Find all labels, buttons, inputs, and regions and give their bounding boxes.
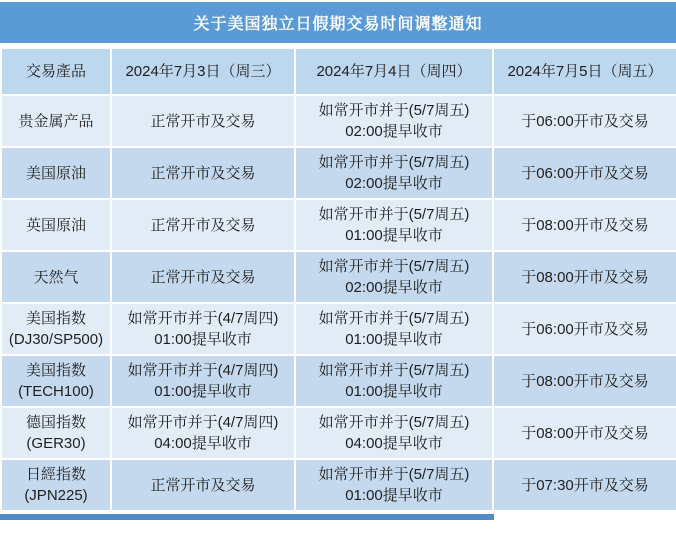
cell-line: (JPN225)	[24, 487, 88, 504]
cell-line: 02:00提早收市	[345, 279, 443, 296]
cell-line: 如常开市并于(5/7周五)	[318, 362, 470, 379]
column-header-product: 交易產品	[1, 48, 111, 95]
cell-line: 于08:00开市及交易	[521, 424, 649, 442]
cell-thursday	[295, 459, 493, 511]
cell-line: 如常开市并于(5/7周五)	[318, 258, 470, 275]
cell-thursday	[295, 355, 493, 407]
cell-line: 于07:30开市及交易	[521, 476, 649, 494]
cell-line: 日經指数	[25, 466, 86, 483]
table-row	[1, 407, 676, 459]
trading-hours-table	[0, 47, 676, 512]
cell-thursday	[295, 147, 493, 199]
cell-product	[1, 303, 111, 355]
cell-line: 如常开市并于(5/7周五)	[318, 414, 470, 431]
cell-line: 正常开市及交易	[150, 268, 256, 286]
notice-title: 关于美国独立日假期交易时间调整通知	[193, 16, 483, 33]
cell-friday	[493, 303, 676, 355]
cell-line: 如常开市并于(5/7周五)	[318, 466, 470, 483]
cell-line: 如常开市并于(5/7周五)	[318, 206, 470, 223]
cell-line: 美国指数	[25, 362, 86, 379]
table-row	[1, 147, 676, 199]
cell-line: 贵金属产品	[18, 112, 94, 130]
cell-friday	[493, 251, 676, 303]
cell-line: 于08:00开市及交易	[521, 372, 649, 390]
cell-product	[1, 95, 111, 147]
cell-thursday	[295, 95, 493, 147]
notice-title-bar	[0, 2, 676, 43]
cell-thursday	[295, 251, 493, 303]
table-row	[1, 251, 676, 303]
cell-line: (GER30)	[26, 435, 86, 452]
cell-line: 英国原油	[25, 216, 86, 234]
cell-line: (TECH100)	[18, 383, 94, 400]
column-header-july5: 2024年7月5日（周五）	[493, 48, 676, 95]
cell-line: 如常开市并于(5/7周五)	[318, 102, 470, 119]
cell-wednesday	[111, 147, 295, 199]
bottom-accent-bar	[0, 514, 494, 520]
cell-line: 如常开市并于(5/7周五)	[318, 154, 470, 171]
cell-line: 04:00提早收市	[345, 435, 443, 452]
cell-line: 01:00提早收市	[154, 331, 252, 348]
table-row	[1, 95, 676, 147]
cell-line: 如常开市并于(4/7周四)	[127, 362, 279, 379]
cell-product	[1, 251, 111, 303]
table-row	[1, 459, 676, 511]
cell-line: 正常开市及交易	[150, 112, 256, 130]
cell-friday	[493, 459, 676, 511]
cell-wednesday	[111, 407, 295, 459]
cell-line: 01:00提早收市	[154, 383, 252, 400]
cell-wednesday	[111, 459, 295, 511]
cell-product	[1, 459, 111, 511]
table-header-row	[1, 48, 676, 95]
cell-wednesday	[111, 199, 295, 251]
cell-line: 德国指数	[25, 414, 86, 431]
cell-product	[1, 147, 111, 199]
cell-line: 于06:00开市及交易	[521, 112, 649, 130]
cell-line: 02:00提早收市	[345, 175, 443, 192]
cell-line: (DJ30/SP500)	[8, 331, 104, 348]
cell-friday	[493, 355, 676, 407]
cell-line: 如常开市并于(4/7周四)	[127, 310, 279, 327]
column-header-july4: 2024年7月4日（周四）	[295, 48, 493, 95]
cell-line: 01:00提早收市	[345, 383, 443, 400]
cell-friday	[493, 95, 676, 147]
cell-product	[1, 407, 111, 459]
cell-line: 于08:00开市及交易	[521, 216, 649, 234]
cell-line: 美国指数	[25, 310, 86, 327]
cell-line: 于06:00开市及交易	[521, 320, 649, 338]
cell-line: 正常开市及交易	[150, 164, 256, 182]
table-row	[1, 199, 676, 251]
cell-line: 正常开市及交易	[150, 216, 256, 234]
cell-product	[1, 355, 111, 407]
cell-line: 01:00提早收市	[345, 487, 443, 504]
cell-line: 01:00提早收市	[345, 227, 443, 244]
cell-line: 于08:00开市及交易	[521, 268, 649, 286]
cell-friday	[493, 147, 676, 199]
cell-thursday	[295, 407, 493, 459]
cell-friday	[493, 199, 676, 251]
cell-line: 02:00提早收市	[345, 123, 443, 140]
cell-wednesday	[111, 355, 295, 407]
cell-product	[1, 199, 111, 251]
cell-thursday	[295, 199, 493, 251]
cell-line: 04:00提早收市	[154, 435, 252, 452]
column-header-july3: 2024年7月3日（周三）	[111, 48, 295, 95]
cell-wednesday	[111, 95, 295, 147]
cell-line: 于06:00开市及交易	[521, 164, 649, 182]
cell-thursday	[295, 303, 493, 355]
cell-line: 如常开市并于(5/7周五)	[318, 310, 470, 327]
table-row	[1, 303, 676, 355]
cell-wednesday	[111, 303, 295, 355]
cell-line: 正常开市及交易	[150, 476, 256, 494]
cell-line: 天然气	[33, 268, 79, 286]
cell-line: 01:00提早收市	[345, 331, 443, 348]
cell-wednesday	[111, 251, 295, 303]
table-row	[1, 355, 676, 407]
cell-line: 如常开市并于(4/7周四)	[127, 414, 279, 431]
cell-line: 美国原油	[25, 164, 86, 182]
cell-friday	[493, 407, 676, 459]
